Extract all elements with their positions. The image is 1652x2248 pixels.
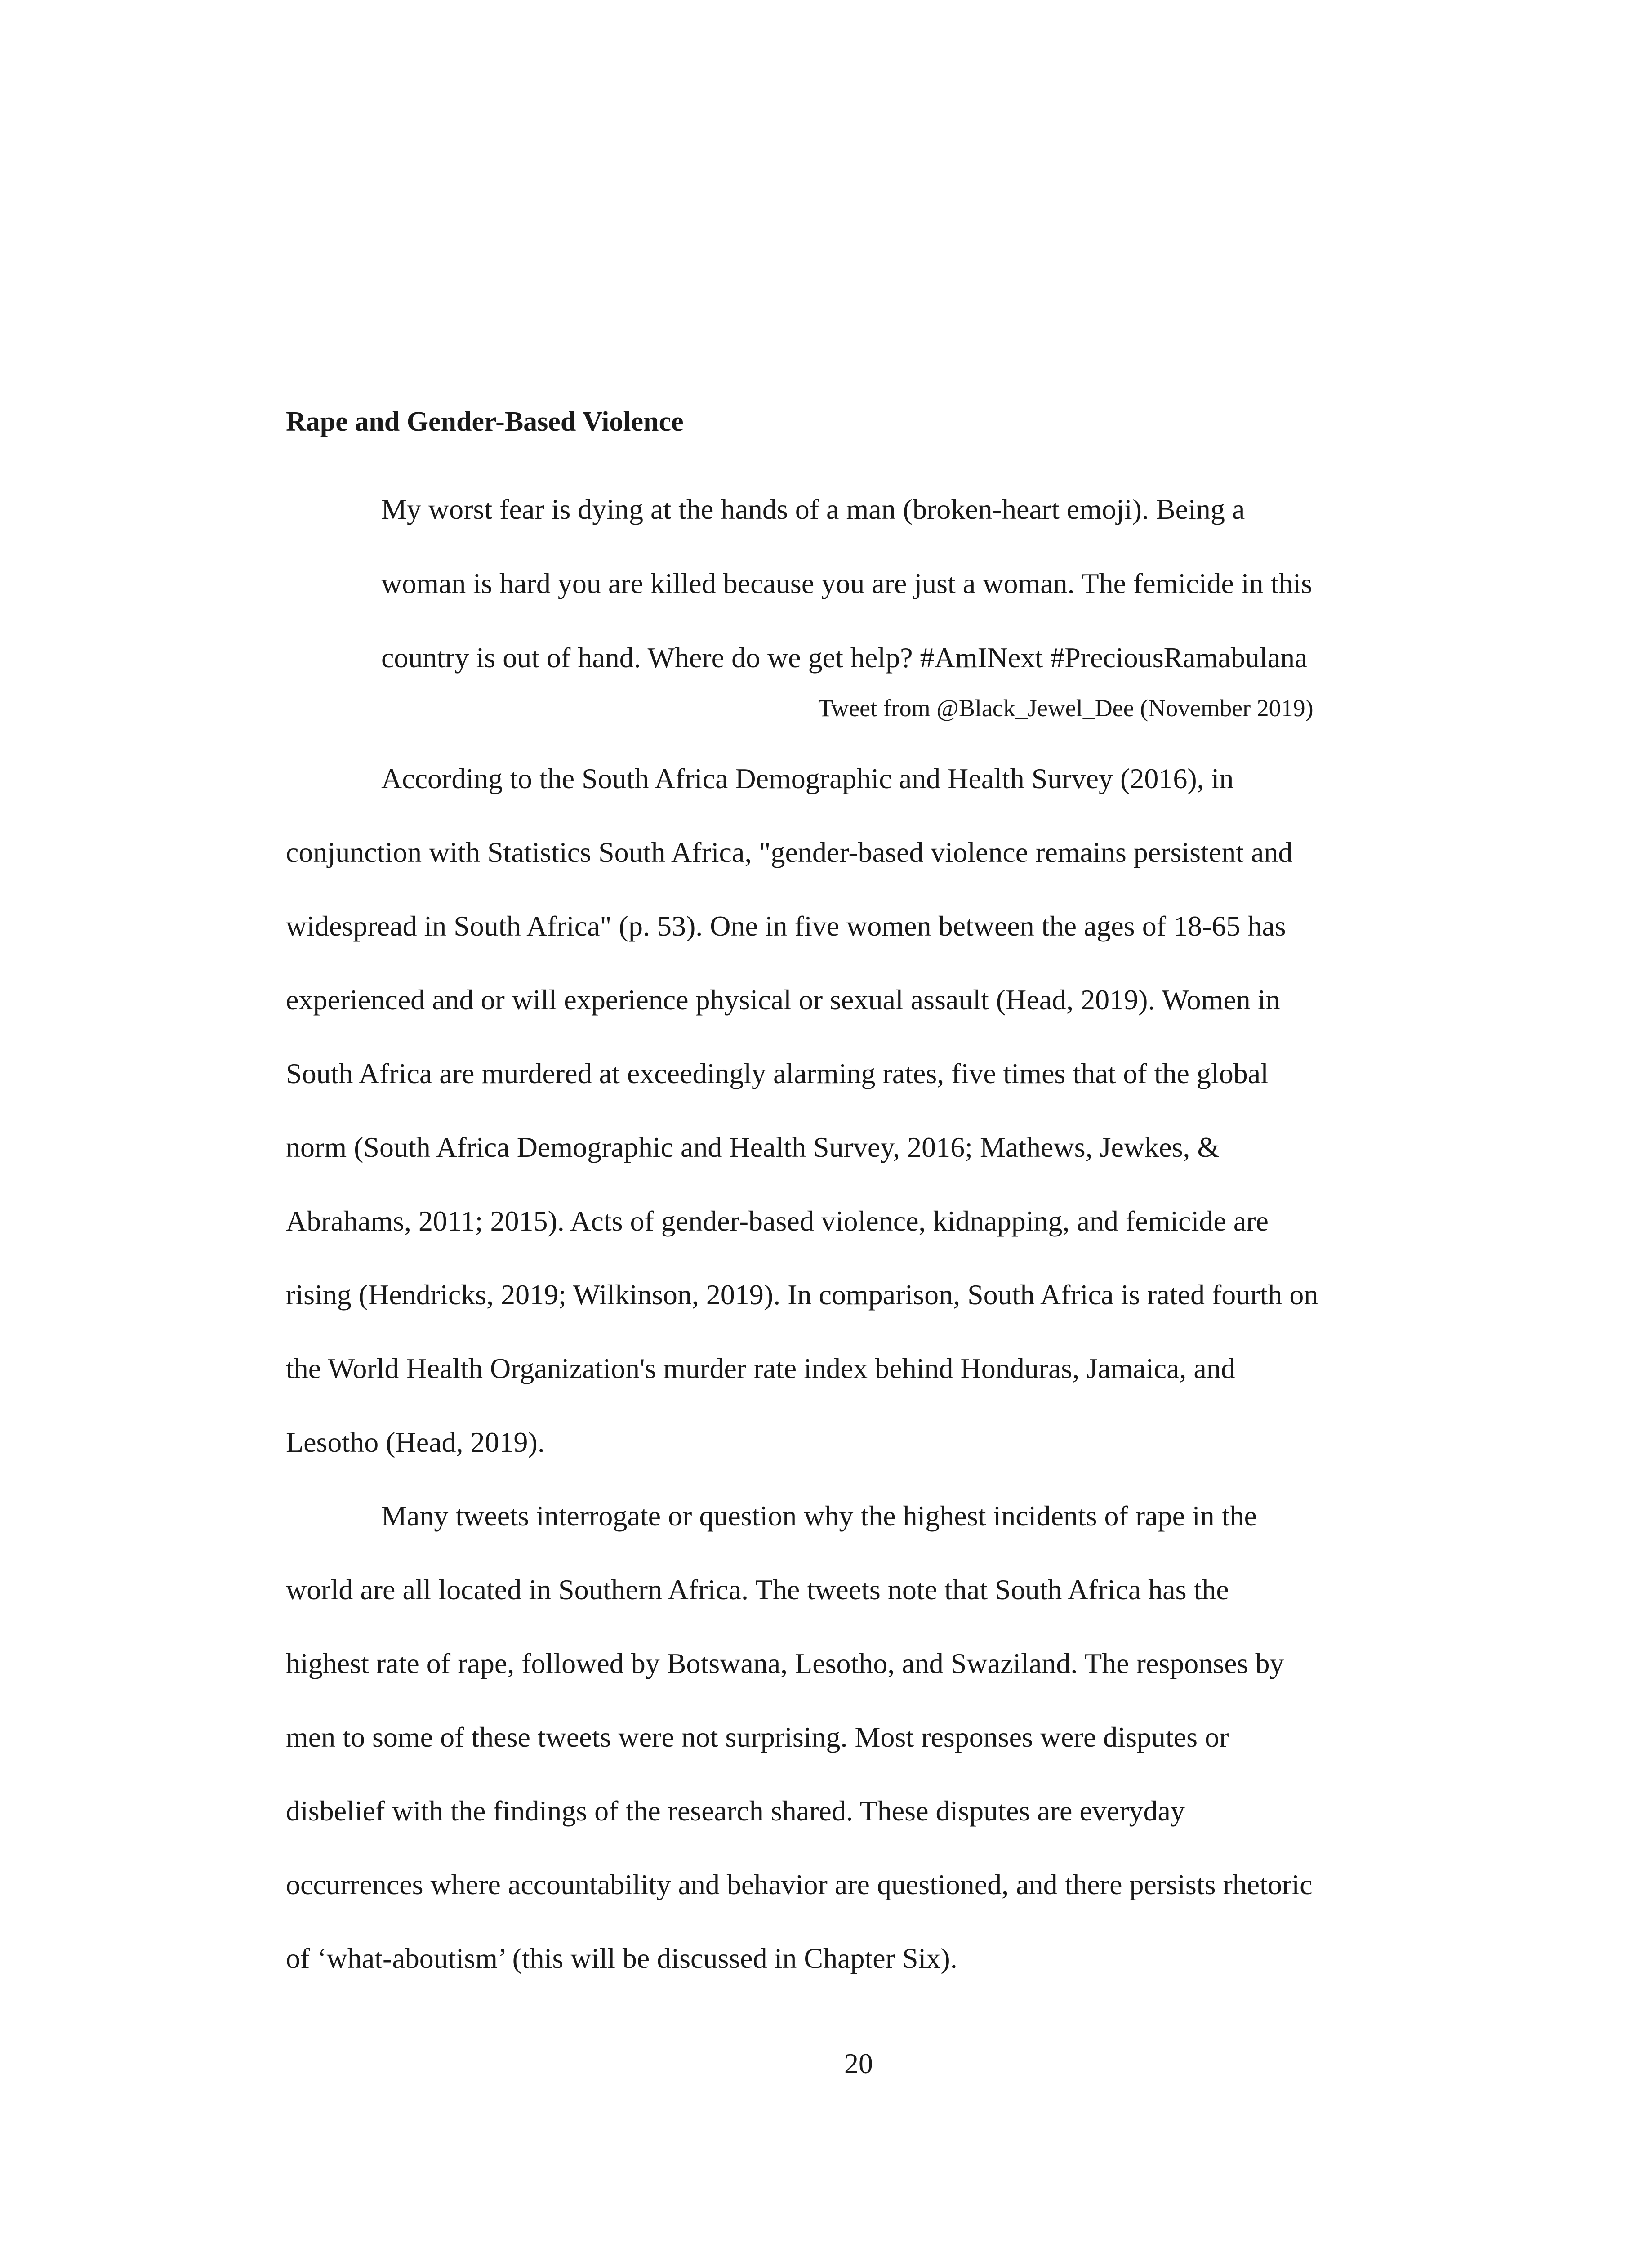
section-heading: Rape and Gender-Based Violence — [286, 406, 684, 437]
paragraph-line: disbelief with the findings of the research shared. These disputes are everyday — [286, 1795, 1185, 1827]
quote-line: country is out of hand. Where do we get help? #AmINext #PreciousRamabulana — [381, 642, 1308, 674]
paragraph-line: world are all located in Southern Africa. The tweets note that South Africa has the — [286, 1574, 1229, 1606]
paragraph-survey-statistics — [286, 742, 1437, 1479]
paragraph-tweets-responses — [286, 1479, 1437, 1995]
quote-line: woman is hard you are killed because you are just a woman. The femicide in this — [381, 567, 1313, 599]
paragraph-line: of ‘what-aboutism’ (this will be discussed in Chapter Six). — [286, 1942, 957, 1974]
paragraph-line: occurrences where accountability and behavior are questioned, and there persists rhetoric — [286, 1869, 1313, 1900]
quote-line: My worst fear is dying at the hands of a man (broken-heart emoji). Being a — [381, 493, 1245, 525]
paragraph-line: Lesotho (Head, 2019). — [286, 1426, 545, 1458]
tweet-attribution: Tweet from @Black_Jewel_Dee (November 2019) — [818, 695, 1314, 722]
paragraph-line: Abrahams, 2011; 2015). Acts of gender-based violence, kidnapping, and femicide are — [286, 1205, 1269, 1237]
tweet-block-quote — [381, 472, 1469, 695]
paragraph-line: experienced and or will experience physical or sexual assault (Head, 2019). Women in — [286, 984, 1280, 1016]
paragraph-line: Many tweets interrogate or question why the highest incidents of rape in the — [381, 1500, 1257, 1532]
page-number: 20 — [844, 2047, 873, 2079]
paragraph-line: the World Health Organization's murder rate index behind Honduras, Jamaica, and — [286, 1352, 1235, 1384]
paragraph-line: conjunction with Statistics South Africa, "gender-based violence remains persistent and — [286, 836, 1293, 868]
paragraph-line: widespread in South Africa" (p. 53). One in five women between the ages of 18-65 has — [286, 910, 1286, 942]
paragraph-line: rising (Hendricks, 2019; Wilkinson, 2019). In comparison, South Africa is rated fourth on — [286, 1279, 1318, 1311]
paragraph-line: According to the South Africa Demographic and Health Survey (2016), in — [381, 763, 1234, 794]
paragraph-line: highest rate of rape, followed by Botswana, Lesotho, and Swaziland. The responses by — [286, 1647, 1284, 1679]
paragraph-line: South Africa are murdered at exceedingly alarming rates, five times that of the global — [286, 1057, 1269, 1089]
paragraph-line: men to some of these tweets were not surprising. Most responses were disputes or — [286, 1721, 1229, 1753]
paragraph-line: norm (South Africa Demographic and Health Survey, 2016; Mathews, Jewkes, & — [286, 1131, 1220, 1163]
